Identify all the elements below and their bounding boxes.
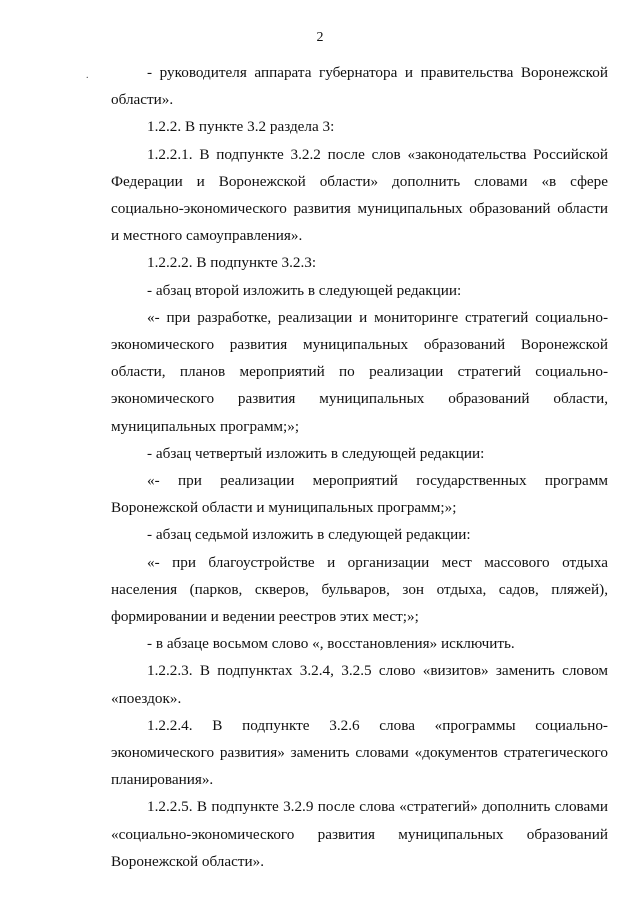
- margin-mark: .: [86, 70, 89, 81]
- paragraph-abzac-vtoroy: - абзац второй изложить в следующей редакции:: [147, 281, 462, 299]
- document-body: [111, 59, 608, 875]
- paragraph-abzac-chetvertyy: - абзац четвертый изложить в следующей редакции:: [147, 444, 485, 462]
- paragraph-1-2-2-3: 1.2.2.3. В подпунктах 3.2.4, 3.2.5 слово «визитов» заменить словом «поездок».: [111, 662, 608, 707]
- paragraph-abzac-vosmoy: - в абзаце восьмом слово «, восстановления» исключить.: [147, 635, 515, 653]
- paragraph-1-2-2: 1.2.2. В пункте 3.2 раздела 3:: [147, 118, 335, 136]
- paragraph-manager-apparatus: - руководителя аппарата губернатора и правительства Воронежской области».: [111, 64, 608, 109]
- paragraph-1-2-2-2: 1.2.2.2. В подпункте 3.2.3:: [147, 254, 317, 272]
- paragraph-1-2-2-4: 1.2.2.4. В подпункте 3.2.6 слова «программы социально-экономического развития» заменить словами «документов стратегического планирования».: [111, 716, 608, 789]
- paragraph-abzac-sedmoy: - абзац седьмой изложить в следующей редакции:: [147, 526, 471, 544]
- paragraph-strategies-quote: «- при разработке, реализации и мониторинге стратегий социально-экономического развития муниципальных образований Воронежской области, планов мероприятий по реализации стратегий социально-экономического развития муниципальных образований области, муниципальных программ;»;: [111, 308, 608, 435]
- paragraph-programs-quote: «- при реализации мероприятий государственных программ Воронежской области и муниципальных программ;»;: [111, 472, 608, 517]
- paragraph-1-2-2-1: 1.2.2.1. В подпункте 3.2.2 после слов «законодательства Российской Федерации и Воронежской области» дополнить словами «в сфере социально-экономического развития муниципальных образований области и местного самоуправления».: [111, 145, 608, 245]
- paragraph-1-2-2-5: 1.2.2.5. В подпункте 3.2.9 после слова «стратегий» дополнить словами «социально-экономического развития муниципальных образований Воронежской области».: [111, 798, 608, 870]
- page-number: 2: [316, 30, 324, 45]
- paragraph-improvement-quote: «- при благоустройстве и организации мест массового отдыха населения (парков, скверов, бульваров, зон отдыха, садов, пляжей), формировании и ведении реестров этих мест;»;: [111, 553, 608, 626]
